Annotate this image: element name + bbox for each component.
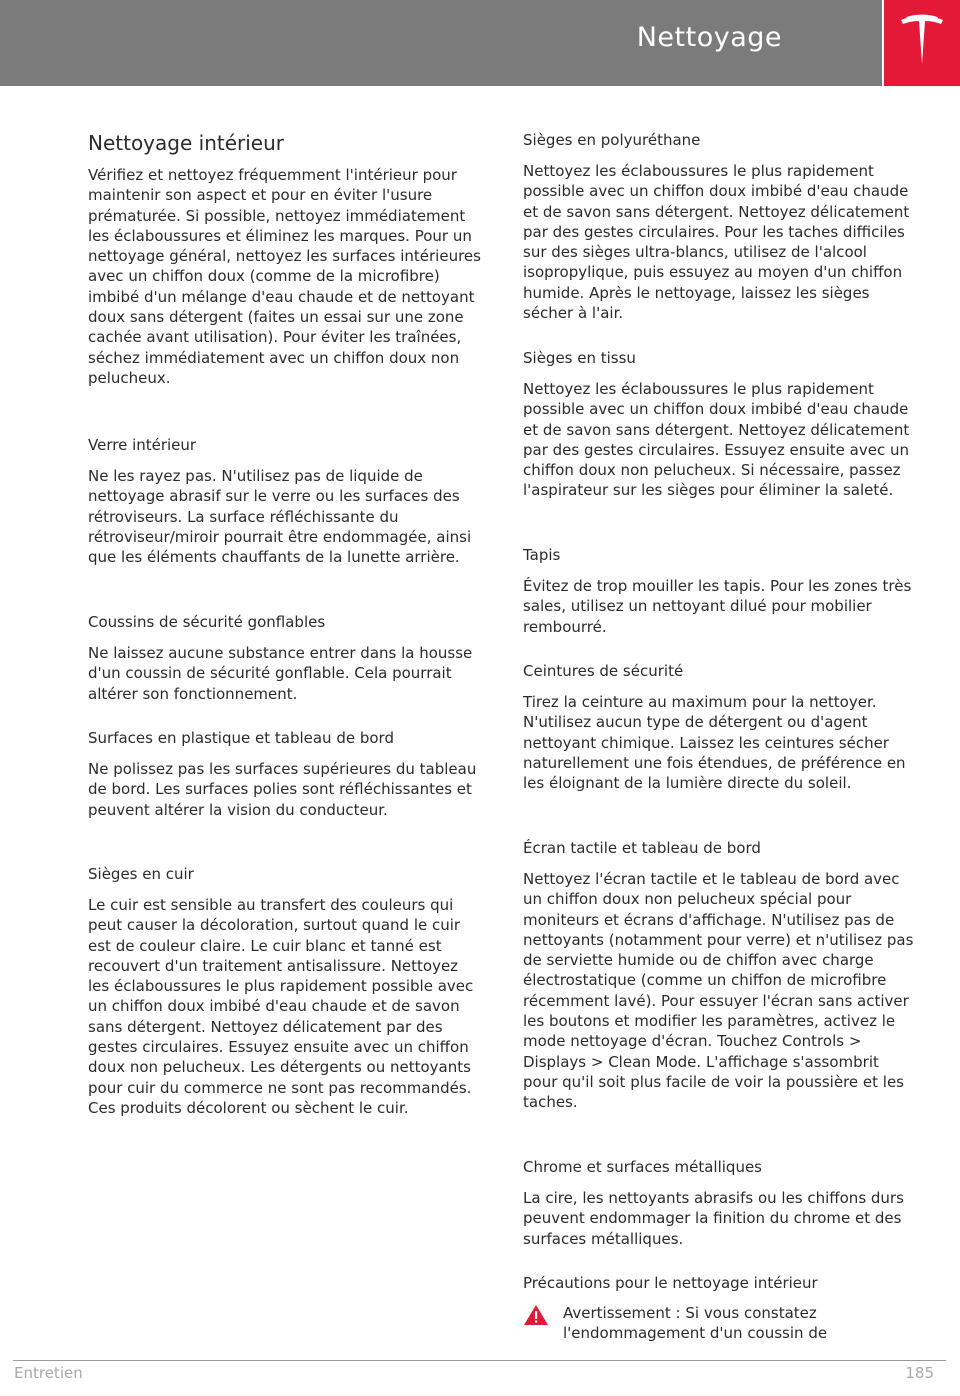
text-ceintures-securite: Tirez la ceinture au maximum pour la nettoyer. N'utilisez aucun type de détergent ou d'agent nettoyant chimique. Laissez les ceintures sécher naturellement une fois étendues, de préférence en les éloignant de la lumière directe du soleil.: [523, 693, 906, 793]
heading-surfaces-plastique: Surfaces en plastique et tableau de bord: [88, 729, 394, 747]
text-tapis: Évitez de trop mouiller les tapis. Pour les zones très sales, utilisez un nettoyant dilué pour mobilier rembourré.: [523, 577, 912, 636]
text-sieges-cuir: Le cuir est sensible au transfert des couleurs qui peut causer la décoloration, surtout quand le cuir est de couleur claire. Le cuir blanc et tanné est recouvert d'un traitement antisalissure. Nettoyez les éclaboussures le plus rapidement possible avec un chiffon doux imbibé d'eau chaude et de savon sans détergent. Nettoyez délicatement par des gestes circulaires. Essuyez ensuite avec un chiffon doux non pelucheux. Les détergents ou nettoyants pour cuir du commerce ne sont pas recommandés. Ces produits décolorent ou sèchent le cuir.: [88, 896, 474, 1117]
header-bar: [0, 0, 882, 86]
text-sieges-polyurethane: Nettoyez les éclaboussures le plus rapidement possible avec un chiffon doux imbibé d'eau chaude et de savon sans détergent. Nettoyez délicatement par des gestes circulaires. Pour les taches difficiles sur des sièges ultra-blancs, utilisez de l'alcool isopropylique, puis essuyez au moyen d'un chiffon humide. Après le nettoyage, laissez les sièges sécher à l'air.: [523, 162, 910, 323]
page-title: Nettoyage: [636, 22, 782, 53]
heading-ecran-tactile: Écran tactile et tableau de bord: [523, 839, 761, 857]
intro-paragraph: Vérifiez et nettoyez fréquemment l'intérieur pour maintenir son aspect et pour en éviter l'usure prématurée. Si possible, nettoyez immédiatement les éclaboussures et éliminez les marques. Pour un nettoyage général, nettoyez les surfaces intérieures avec un chiffon doux (comme de la microfibre) imbibé d'un mélange d'eau chaude et de nettoyant doux sans détergent (faites un essai sur une zone cachée avant utilisation). Pour éviter les traînées, séchez immédiatement avec un chiffon doux non pelucheux.: [88, 166, 481, 387]
warning-triangle-icon: [523, 1304, 549, 1326]
heading-coussins-securite: Coussins de sécurité gonflables: [88, 613, 326, 631]
section-title-nettoyage-interieur: Nettoyage intérieur: [88, 131, 284, 155]
heading-chrome-metal: Chrome et surfaces métalliques: [523, 1158, 762, 1176]
heading-sieges-cuir: Sièges en cuir: [88, 865, 194, 883]
text-ecran-tactile: Nettoyez l'écran tactile et le tableau de bord avec un chiffon doux non pelucheux spécial pour moniteurs et écrans d'affichage. N'utilisez pas de nettoyants (notamment pour verre) et n'utilisez pas de serviette humide ou de chiffon avec charge électrostatique (comme un chiffon de microfibre récemment lavé). Pour essuyer l'écran sans activer les boutons et modifier les paramètres, activez le mode nettoyage d'écran. Touchez Controls > Displays > Clean Mode. L'affichage s'assombrit pour qu'il soit plus facile de voir la poussière et les taches.: [523, 870, 914, 1112]
heading-sieges-tissu: Sièges en tissu: [523, 349, 636, 367]
heading-sieges-polyurethane: Sièges en polyuréthane: [523, 131, 701, 149]
text-sieges-tissu: Nettoyez les éclaboussures le plus rapidement possible avec un chiffon doux imbibé d'eau chaude et de savon sans détergent. Nettoyez délicatement par des gestes circulaires. Essuyez ensuite avec un chiffon doux non pelucheux. Si nécessaire, passez l'aspirateur sur les sièges pour éliminer la saleté.: [523, 380, 910, 500]
text-verre-interieur: Ne les rayez pas. N'utilisez pas de liquide de nettoyage abrasif sur le verre ou les surfaces des rétroviseurs. La surface réfléchissante du rétroviseur/miroir pourrait être endommagée, ainsi que les éléments chauffants de la lunette arrière.: [88, 467, 472, 567]
footer-section-name: Entretien: [14, 1364, 83, 1382]
text-surfaces-plastique: Ne polissez pas les surfaces supérieures du tableau de bord. Les surfaces polies sont réfléchissantes et peuvent altérer la vision du conducteur.: [88, 760, 477, 819]
warning-text: Avertissement : Si vous constatez l'endommagement d'un coussin de: [563, 1304, 828, 1343]
heading-tapis: Tapis: [523, 546, 561, 564]
text-coussins-securite: Ne laissez aucune substance entrer dans la housse d'un coussin de sécurité gonflable. Cela pourrait altérer son fonctionnement.: [88, 644, 473, 703]
heading-precautions: Précautions pour le nettoyage intérieur: [523, 1274, 818, 1292]
tesla-logo-icon: [898, 14, 946, 70]
heading-verre-interieur: Verre intérieur: [88, 436, 197, 454]
brand-logo-box: [884, 0, 960, 86]
text-chrome-metal: La cire, les nettoyants abrasifs ou les chiffons durs peuvent endommager la finition du chrome et des surfaces métalliques.: [523, 1189, 904, 1248]
heading-ceintures-securite: Ceintures de sécurité: [523, 662, 684, 680]
page-number: 185: [905, 1364, 934, 1382]
footer-divider: [13, 1360, 946, 1361]
